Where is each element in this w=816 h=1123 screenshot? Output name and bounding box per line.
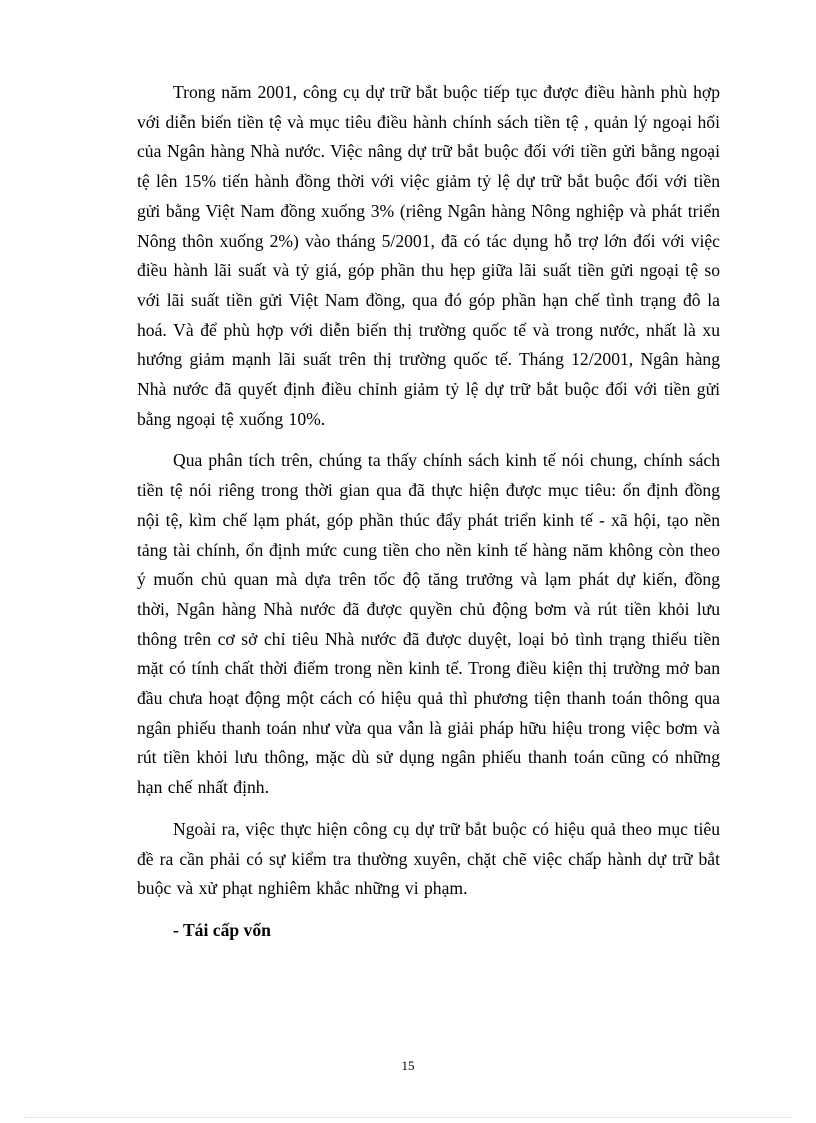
page-content: [137, 78, 720, 946]
paragraph-reserve-enforcement: Ngoài ra, việc thực hiện công cụ dự trữ bắt buộc có hiệu quả theo mục tiêu đề ra cần phải có sự kiểm tra thường xuyên, chặt chẽ việc chấp hành dự trữ bắt buộc và xử phạt nghiêm khắc những vi phạm.: [137, 818, 720, 899]
paragraph-reserve-requirements-2001: Trong năm 2001, công cụ dự trữ bắt buộc tiếp tục được điều hành phù hợp với diễn biến tiền tệ và mục tiêu điều hành chính sách tiền tệ , quản lý ngoại hối của Ngân hàng Nhà nước. Việc nâng dự trữ bắt buộc đối với tiền gửi bằng ngoại tệ lên 15% tiến hành đồng thời với việc giảm tỷ lệ dự trữ bắt buộc đối với tiền gửi bằng Việt Nam đồng xuống 3% (riêng Ngân hàng Nông nghiệp và phát triển Nông thôn xuống 2%) vào tháng 5/2001, đã có tác dụng hỗ trợ lớn đối với việc điều hành lãi suất và tỷ giá, góp phần thu hẹp giữa lãi suất tiền gửi ngoại tệ so với lãi suất tiền gửi Việt Nam đồng, qua đó góp phần hạn chế tình trạng đô la hoá. Và để phù hợp với diễn biến thị trường quốc tế và trong nước, nhất là xu hướng giảm mạnh lãi suất trên thị trường quốc tế. Tháng 12/2001, Ngân hàng Nhà nước đã quyết định điều chỉnh giảm tỷ lệ dự trữ bắt buộc đối với tiền gửi bằng ngoại tệ xuống 10%.: [137, 82, 720, 429]
paragraph-monetary-policy-analysis: Qua phân tích trên, chúng ta thấy chính sách kinh tế nói chung, chính sách tiền tệ nói riêng trong thời gian qua đã thực hiện được mục tiêu: ổn định đồng nội tệ, kìm chế lạm phát, góp phần thúc đẩy phát triển kinh tế - xã hội, tạo nền tảng tài chính, ổn định mức cung tiền cho nền kinh tế hàng năm không còn theo ý muốn chủ quan mà dựa trên tốc độ tăng trưởng và lạm phát dự kiến, đồng thời, Ngân hàng Nhà nước đã được quyền chủ động bơm và rút tiền khỏi lưu thông trên cơ sở chỉ tiêu Nhà nước đã được duyệt, loại bỏ tình trạng thiếu tiền mặt có tính chất thời điểm trong nền kinh tế. Trong điều kiện thị trường mở ban đầu chưa hoạt động một cách có hiệu quả thì phương tiện thanh toán thông qua ngân phiếu thanh toán như vừa qua vẫn là giải pháp hữu hiệu trong việc bơm và rút tiền khỏi lưu thông, mặc dù sử dụng ngân phiếu thanh toán cũng có những hạn chế nhất định.: [137, 450, 720, 798]
section-heading-refinancing: - Tái cấp vốn: [173, 919, 271, 940]
page-number: 15: [401, 1058, 415, 1073]
page-bottom-divider: [24, 1117, 792, 1118]
